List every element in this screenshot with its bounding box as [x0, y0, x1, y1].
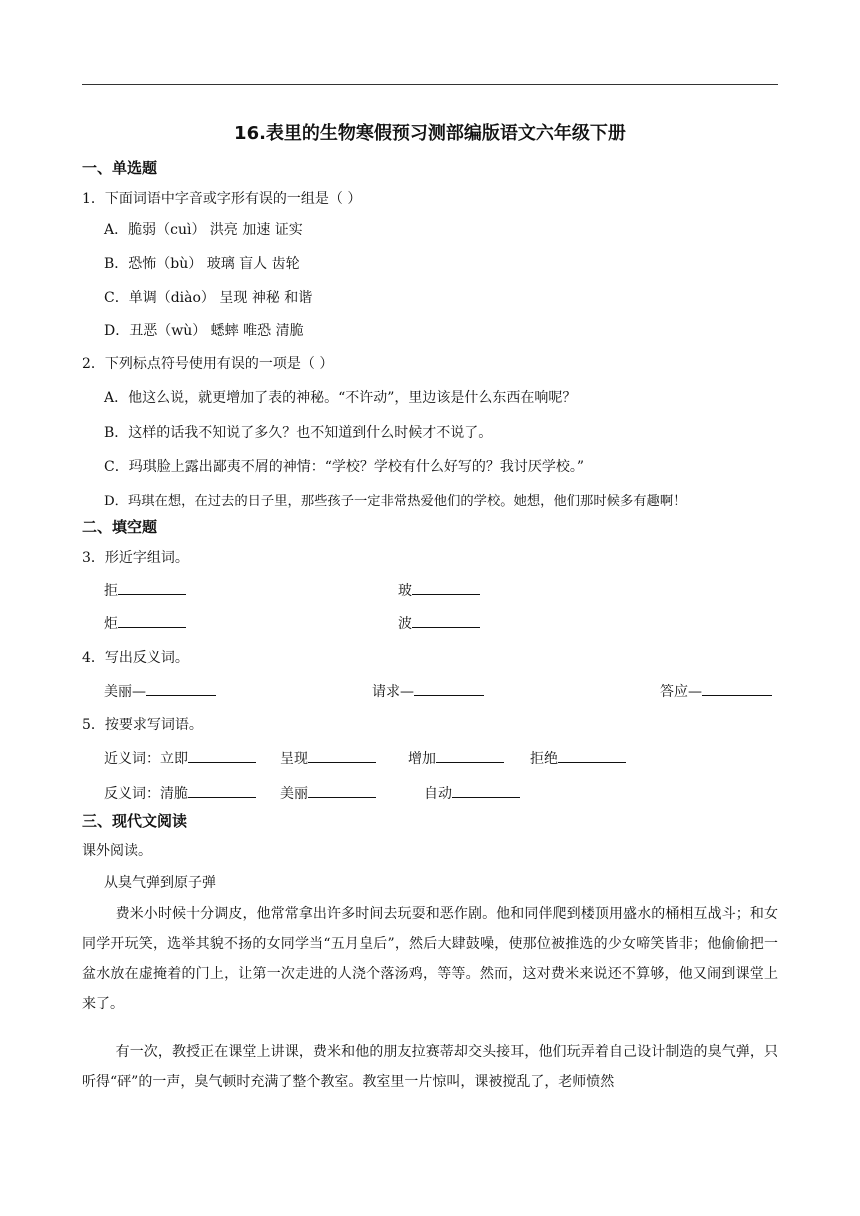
question-1-option-a: A．脆弱（cuì） 洪亮 加速 证实: [104, 222, 303, 238]
synonym-label: 近义词：: [104, 751, 160, 767]
question-5-antonym-row: [104, 783, 520, 803]
word-label: 增加: [408, 751, 436, 767]
question-1-option-d: D．丑恶（wù） 蟋蟀 唯恐 清脆: [104, 323, 304, 339]
char-label: 拒: [104, 583, 118, 599]
question-4-stem: 4．写出反义词。: [82, 650, 189, 666]
answer-blank[interactable]: [188, 748, 256, 763]
passage-paragraph-2: 有一次，教授正在课堂上讲课，费米和他的朋友拉赛蒂却交头接耳，他们玩弄着自己设计制造的臭气弹，只听得“砰”的一声，臭气顿时充满了整个教室。教室里一片惊叫，课被搅乱了，老师愤然: [82, 1044, 778, 1090]
section-heading-single-choice: 一、单选题: [82, 159, 158, 177]
word-label: 请求—: [372, 684, 414, 700]
answer-blank[interactable]: [308, 748, 376, 763]
passage-title: 从臭气弹到原子弹: [104, 875, 216, 891]
question-1-option-c: C．单调（diào） 呈现 神秘 和谐: [104, 290, 313, 306]
question-2-option-a: A．他这么说，就更增加了表的神秘。“不许动”，里边该是什么东西在响呢？: [104, 390, 577, 406]
word-label: 美丽: [280, 786, 308, 802]
question-4-item: [372, 681, 484, 701]
char-label: 波: [398, 616, 412, 632]
question-4-item: [660, 681, 772, 701]
char-label: 炬: [104, 616, 118, 632]
reading-intro: 课外阅读。: [82, 843, 152, 859]
answer-blank[interactable]: [558, 748, 626, 763]
char-label: 玻: [398, 583, 412, 599]
answer-blank[interactable]: [414, 681, 484, 696]
answer-blank[interactable]: [452, 783, 520, 798]
word-label: 立即: [160, 751, 188, 767]
question-2-stem: 2．下列标点符号使用有误的一项是（ ）: [82, 356, 334, 372]
question-5-synonym-row: [104, 748, 626, 768]
word-label: 呈现: [280, 751, 308, 767]
answer-blank[interactable]: [118, 613, 186, 628]
passage-paragraph-1: 费米小时候十分调皮，他常常拿出许多时间去玩耍和恶作剧。他和同伴爬到楼顶用盛水的桶相互战斗；和女同学开玩笑，选举其貌不扬的女同学当“五月皇后”，然后大肆鼓噪，使那位被推选的少女啼笑皆非；他偷偷把一盆水放在虚掩着的门上，让第一次走进的人浇个落汤鸡，等等。然而，这对费米来说还不算够，他又闹到课堂上来了。: [82, 906, 778, 1012]
question-1-stem: 1．下面词语中字音或字形有误的一组是（ ）: [82, 191, 362, 207]
answer-blank[interactable]: [308, 783, 376, 798]
section-heading-reading: 三、现代文阅读: [82, 812, 188, 830]
question-4-item: [104, 681, 216, 701]
word-label: 自动: [424, 786, 452, 802]
question-2-option-b: B．这样的话我不知说了多久？也不知道到什么时候才不说了。: [104, 425, 493, 441]
question-2-option-c: C．玛琪脸上露出鄙夷不屑的神情：“学校？学校有什么好写的？我讨厌学校。”: [104, 459, 585, 475]
question-1-option-b: B．恐怖（bù） 玻璃 盲人 齿轮: [104, 256, 300, 272]
word-label: 拒绝: [530, 751, 558, 767]
section-heading-fill-blank: 二、填空题: [82, 518, 158, 536]
answer-blank[interactable]: [412, 613, 480, 628]
answer-blank[interactable]: [118, 580, 186, 595]
answer-blank[interactable]: [436, 748, 504, 763]
answer-blank[interactable]: [188, 783, 256, 798]
question-3-item: [104, 580, 186, 600]
question-3-item: [398, 613, 480, 633]
question-3-item: [104, 613, 186, 633]
word-label: 答应—: [660, 684, 702, 700]
antonym-label: 反义词：: [104, 786, 160, 802]
answer-blank[interactable]: [146, 681, 216, 696]
question-3-stem: 3．形近字组词。: [82, 550, 189, 566]
answer-blank[interactable]: [702, 681, 772, 696]
answer-blank[interactable]: [412, 580, 480, 595]
header-rule: [82, 84, 778, 85]
question-3-item: [398, 580, 480, 600]
question-2-option-d: D．玛琪在想，在过去的日子里，那些孩子一定非常热爱他们的学校。她想，他们那时候多有趣啊！: [104, 494, 687, 509]
page-title: 16.表里的生物寒假预习测部编版语文六年级下册: [234, 123, 626, 144]
question-5-stem: 5．按要求写词语。: [82, 717, 203, 733]
word-label: 清脆: [160, 786, 188, 802]
word-label: 美丽—: [104, 684, 146, 700]
